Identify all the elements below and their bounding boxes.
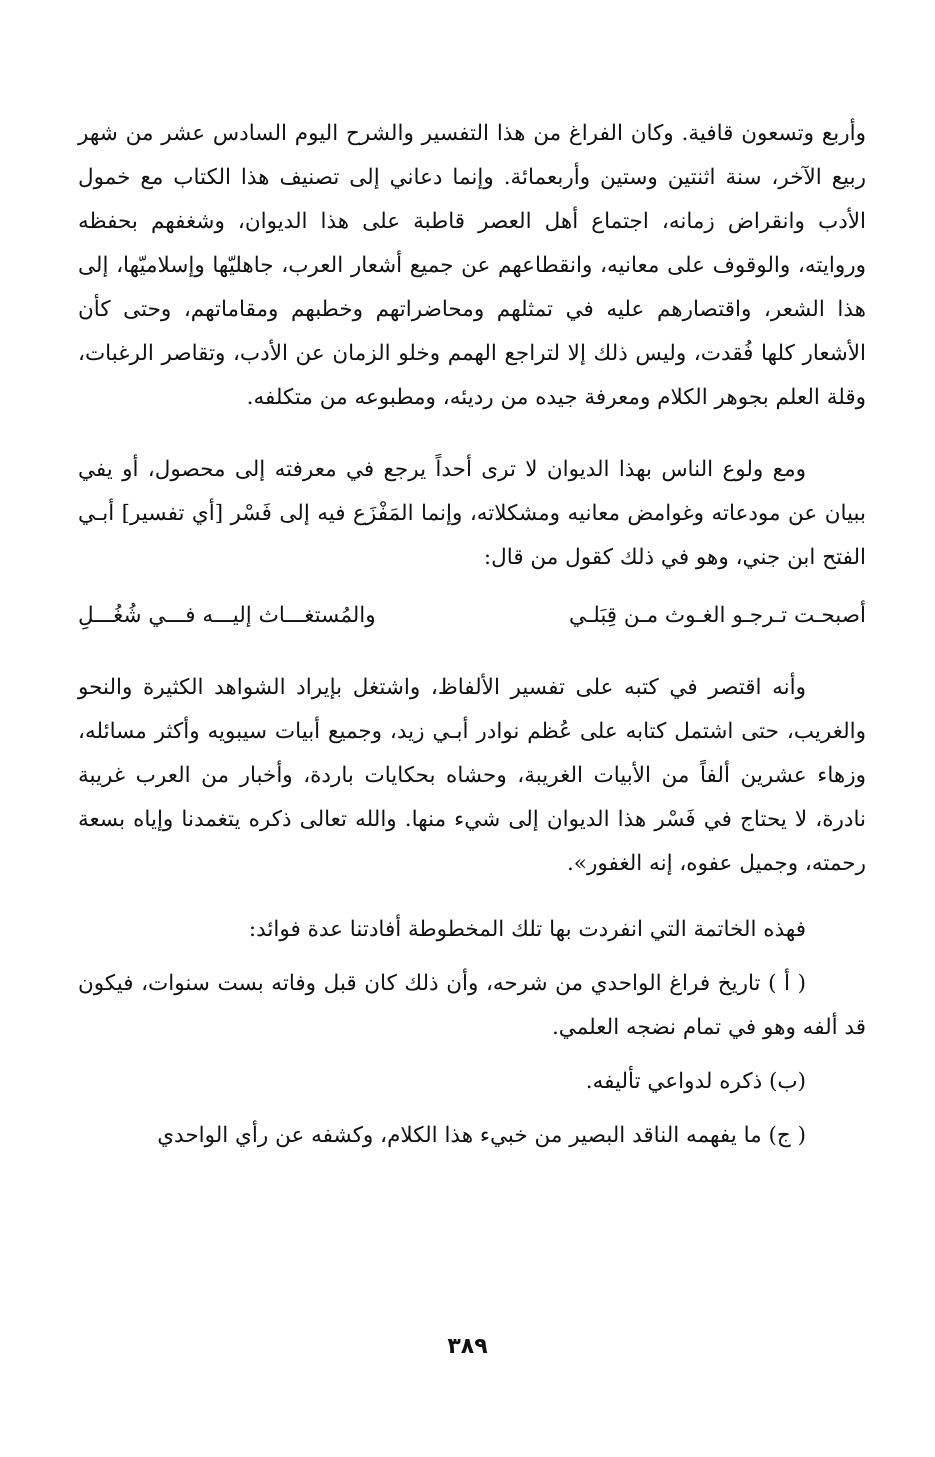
paragraph-3: وأنه اقتصر في كتبه على تفسير الألفاظ، واشتغل بإيراد الشواهد الكثيرة والنحو والغريب، حتى اشتمل كتابه على عُظم نوادر أبـي زيد، وجميع أبيات سيبويه وأكثر مسائله، وزهاء عشرين ألفاً من الأبيات الغريبة، وحشاه بحكايات باردة، وأخبار من العرب غريبة نادرة، لا يحتاج في فَسْر هذا الديوان إلى شيء منها. والله تعالى ذكره يتغمدنا وإياه بسعة رحمته، وجميل عفوه، إنه الغفور». [78, 675, 866, 876]
paragraph-1: وأربع وتسعون قافية. وكان الفراغ من هذا التفسير والشرح اليوم السادس عشر من شهر ربيع الآخر، سنة اثنتين وستين وأربعمائة. وإنما دعاني إلى تصنيف هذا الكتاب مع خمول الأدب وانقراض زمانه، اجتماع أهل العصر قاطبة على هذا الديوان، وشغفهم بحفظه وروايته، والوقوف على معانيه، وانقطاعهم عن جميع أشعار العرب، جاهليّها وإسلاميّها، إلى هذا الشعر، واقتصارهم عليه في تمثلهم ومحاضراتهم وخطبهم ومقاماتهم، وحتى كأن الأشعار كلها فُقدت، وليس ذلك إلا لتراجع الهمم وخلو الزمان عن الأدب، وتقاصر الرغبات، وقلة العلم بجوهر الكلام ومعرفة جيده من رديئه، ومطبوعه من متكلفه. [78, 121, 866, 410]
paragraph-2: ومع ولوع الناس بهذا الديوان لا ترى أحداً يرجع في معرفته إلى محصول، أو يفي ببيان عن مودعاته وغوامض معانيه ومشكلاته، وإنما المَفْزَع فيه إلى فَسْر [أي تفسير] أبـي الفتح ابن جني، وهو في ذلك كقول من قال: [78, 457, 866, 570]
paragraph-4: فهذه الخاتمة التي انفردت بها تلك المخطوطة أفادتنا عدة فوائد: [248, 917, 806, 942]
page-body [78, 112, 866, 1158]
verse-first-hemistich: أصبحـت تـرجـو الغـوث مـن قِبَلـي [568, 603, 866, 628]
list-item-c: ( ج) ما يفهمه الناقد البصير من خبيء هذا الكلام، وكشفه عن رأي الواحدي [157, 1123, 806, 1148]
list-item-b: (ب) ذكره لدواعي تأليفه. [585, 1069, 806, 1094]
list-item-a: ( أ ) تاريخ فراغ الواحدي من شرحه، وأن ذلك كان قبل وفاته بست سنوات، فيكون قد ألفه وهو في تمام نضجه العلمي. [78, 971, 866, 1040]
verse-second-hemistich: والمُستغـــاث إليـــه فـــي شُغُـــلِ [78, 603, 376, 628]
poetry-verse [78, 594, 866, 638]
page-number: ٣٨٩ [447, 1334, 488, 1359]
